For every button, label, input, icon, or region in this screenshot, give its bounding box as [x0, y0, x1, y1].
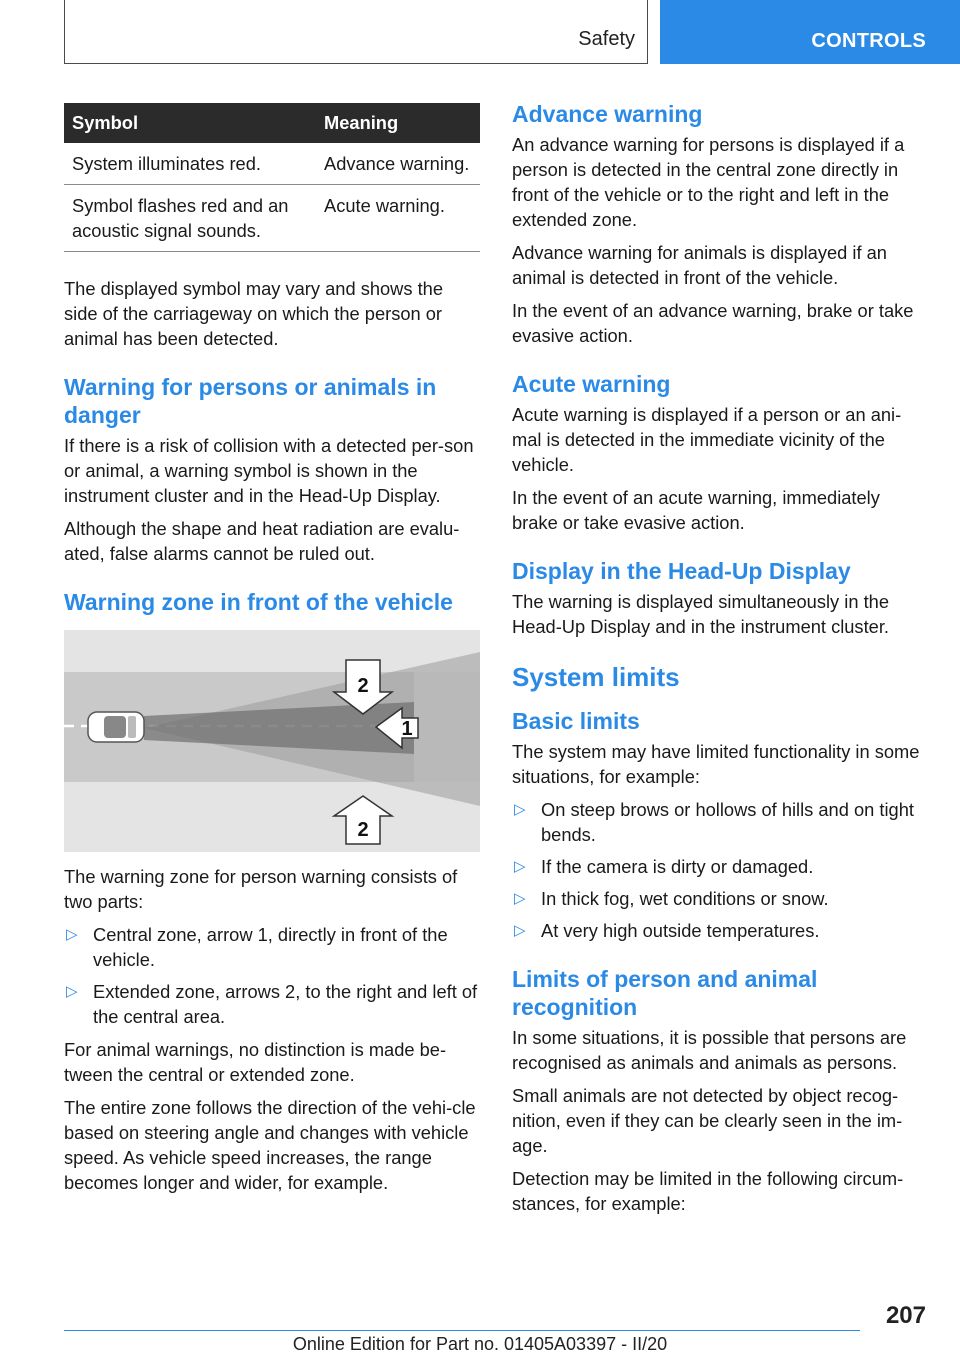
header-section-box [64, 0, 648, 64]
paragraph-recognition-2: Small animals are not detected by object recog‐nition, even if they can be clearly seen in the im‐age. [512, 1085, 903, 1156]
chapter-title: CONTROLS [811, 30, 926, 52]
triangle-bullet-icon: ▷ [514, 858, 526, 875]
footer-divider [64, 1330, 860, 1331]
triangle-bullet-icon: ▷ [66, 926, 78, 943]
paragraph-acute-1: Acute warning is displayed if a person or an ani‐mal is detected in the immediate vicinity of the vehicle. [512, 404, 902, 475]
heading-advance-warning: Advance warning [512, 101, 703, 127]
table-row [64, 185, 480, 252]
basic-limits-bullet-list [512, 797, 928, 943]
paragraph-head-up-display: The warning is displayed simultaneously in the Head-Up Display and in the instrument cluster. [512, 591, 889, 637]
arrow-2-bottom-label: 2 [357, 819, 369, 841]
list-item: ▷ At very high outside temperatures. [514, 920, 820, 941]
triangle-bullet-icon: ▷ [66, 983, 78, 1000]
table-cell: System illuminates red. [64, 143, 316, 185]
heading-basic-limits: Basic limits [512, 708, 640, 734]
paragraph-recognition-1: In some situations, it is possible that persons are recognised as animals and animals as persons. [512, 1027, 907, 1073]
paragraph-advance-3: In the event of an advance warning, brake or take evasive action. [512, 300, 914, 346]
triangle-bullet-icon: ▷ [514, 890, 526, 907]
section-title: Safety [578, 28, 635, 50]
footer-edition-link[interactable]: Online Edition for Part no. 01405A03397 - II/20 [292, 1334, 668, 1354]
paragraph-recognition-3: Detection may be limited in the following circum‐stances, for example: [512, 1168, 904, 1214]
left-column [64, 103, 480, 1203]
list-item: ▷ On steep brows or hollows of hills and on tight bends. [514, 799, 914, 845]
vehicle-icon [88, 712, 144, 742]
table-header-meaning: Meaning [316, 103, 480, 143]
paragraph-basic-limits: The system may have limited functionality in some situations, for example: [512, 741, 920, 787]
paragraph-acute-2: In the event of an acute warning, immediately brake or take evasive action. [512, 487, 880, 533]
zone-bullet-list [64, 922, 480, 1029]
paragraph-zone-parts: The warning zone for person warning consists of two parts: [64, 866, 458, 912]
paragraph-symbol-side: The displayed symbol may vary and shows the side of the carriageway on which the person or animal has been detected. [64, 278, 444, 349]
warning-zone-diagram [64, 630, 480, 852]
paragraph-animal-warnings: For animal warnings, no distinction is made be‐tween the central or extended zone. [64, 1039, 447, 1085]
list-item: ▷ If the camera is dirty or damaged. [514, 856, 814, 877]
table-cell: Advance warning. [316, 143, 480, 185]
paragraph-danger-2: Although the shape and heat radiation are evalu‐ated, false alarms cannot be ruled out. [64, 518, 460, 564]
heading-warning-danger: Warning for persons or animals in danger [64, 374, 437, 428]
heading-recognition-limits: Limits of person and animal recognition [512, 966, 818, 1020]
heading-warning-zone: Warning zone in front of the vehicle [64, 589, 453, 615]
heading-acute-warning: Acute warning [512, 371, 671, 397]
list-item: ▷ Extended zone, arrows 2, to the right and left of the central area. [66, 981, 478, 1027]
list-item: ▷ In thick fog, wet conditions or snow. [514, 888, 829, 909]
paragraph-advance-2: Advance warning for animals is displayed if an animal is detected in front of the vehicle. [512, 242, 887, 288]
paragraph-danger-1: If there is a risk of collision with a detected per‐son or animal, a warning symbol is shown in the instrument cluster and in the Head-Up Display. [64, 435, 474, 506]
page-number: 207 [885, 1302, 926, 1329]
symbol-meaning-table [64, 103, 480, 252]
table-header-row [64, 103, 480, 143]
heading-head-up-display: Display in the Head-Up Display [512, 558, 851, 584]
header-chapter-tab[interactable] [660, 0, 960, 64]
triangle-bullet-icon: ▷ [514, 801, 526, 818]
arrow-2-top-label: 2 [357, 675, 369, 697]
table-cell: Acute warning. [316, 185, 480, 252]
right-column [512, 100, 928, 1224]
table-header-symbol: Symbol [64, 103, 316, 143]
table-row [64, 143, 480, 185]
paragraph-advance-1: An advance warning for persons is displayed if a person is detected in the central zone directly in front of the vehicle or to the right and left in the extended zone. [512, 134, 905, 230]
list-item: ▷ Central zone, arrow 1, directly in front of the vehicle. [66, 924, 448, 970]
triangle-bullet-icon: ▷ [514, 922, 526, 939]
arrow-1-label: 1 [401, 718, 413, 740]
heading-system-limits: System limits [512, 662, 680, 692]
table-cell: Symbol flashes red and an acoustic signal sounds. [64, 185, 316, 252]
paragraph-entire-zone: The entire zone follows the direction of the vehi‐cle based on steering angle and changes with vehicle speed. As vehicle speed increases, the range becomes longer and wider, for example. [64, 1097, 476, 1193]
